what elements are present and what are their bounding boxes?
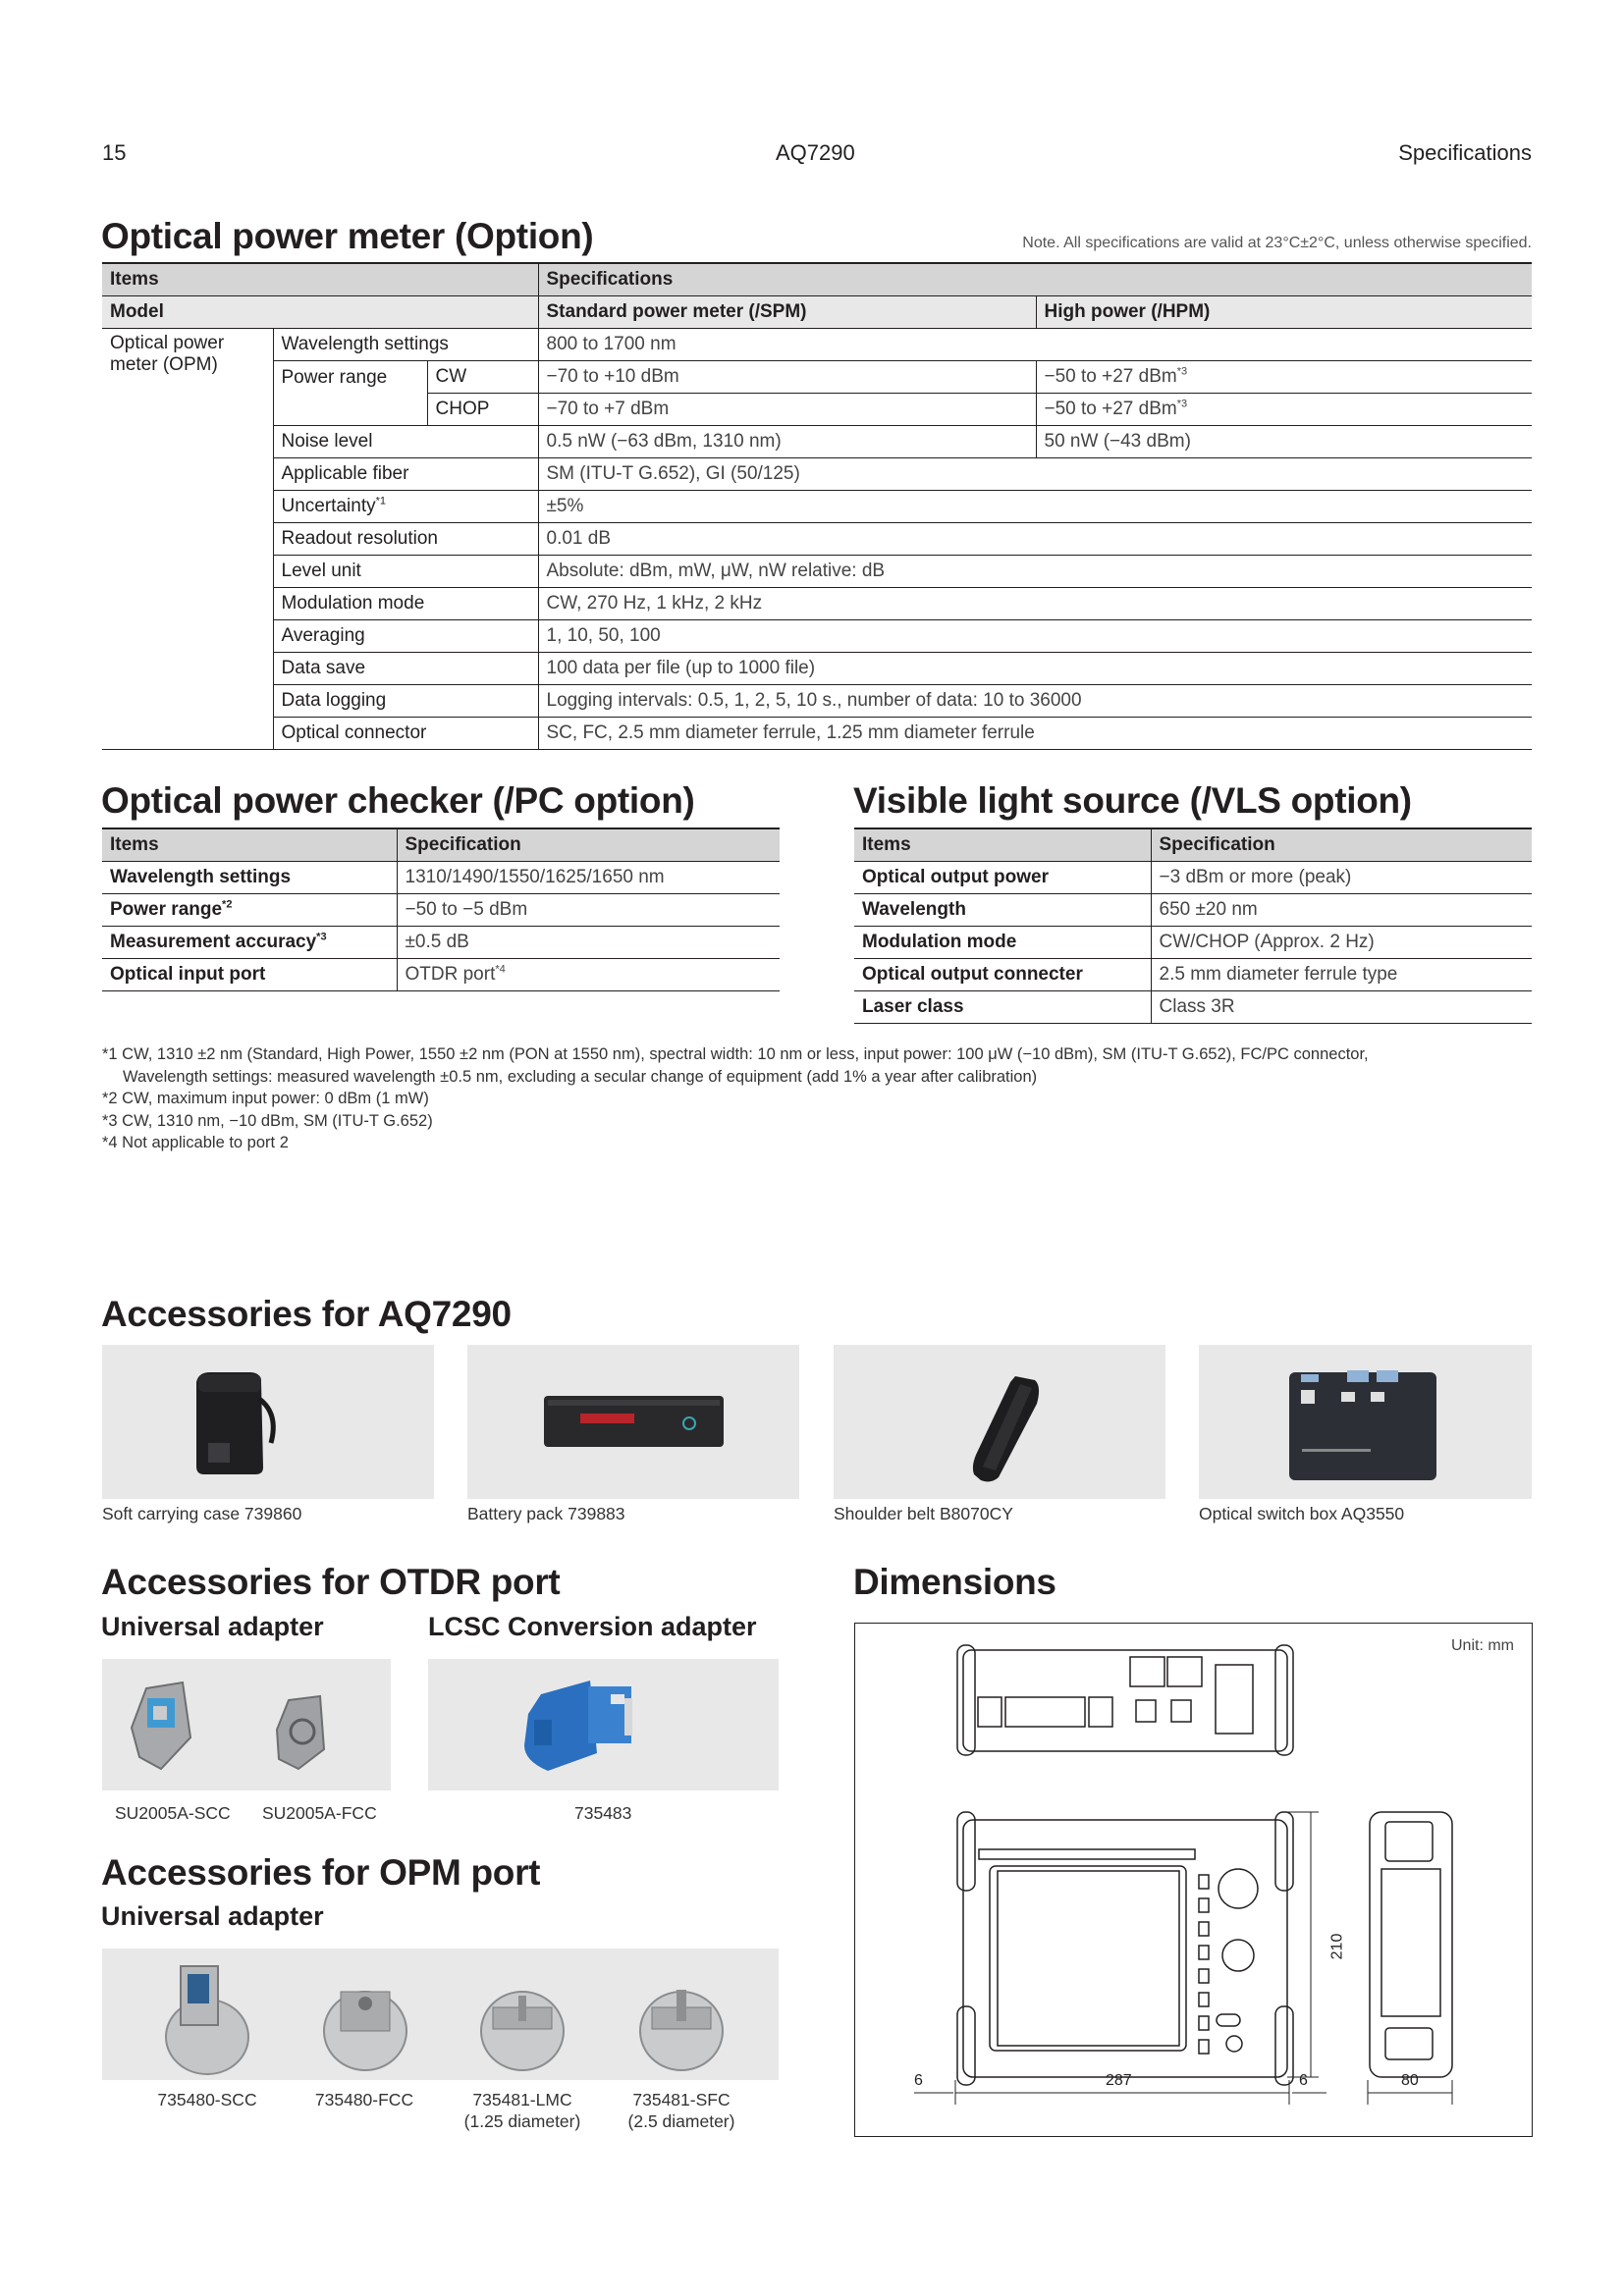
footnote: *2 CW, maximum input power: 0 dBm (1 mW)	[102, 1090, 429, 1107]
opm-adapter-images	[102, 1949, 779, 2080]
opm-universal-title: Universal adapter	[101, 1901, 324, 1931]
table-row	[102, 458, 1532, 491]
universal-adapter-images	[102, 1659, 391, 1790]
header-specification: Specification	[397, 828, 780, 862]
row-label: Readout resolution	[281, 528, 438, 549]
row-label: Wavelength settings	[273, 329, 538, 361]
dim-margin-left: 6	[914, 2072, 923, 2089]
row-value: 0.01 dB	[538, 523, 1532, 556]
row-value: −50 to −5 dBm	[405, 899, 528, 920]
shoulder-belt-icon	[834, 1345, 1165, 1499]
otdr-universal-caption: SU2005A-FCC	[262, 1803, 377, 1823]
table-row	[102, 894, 780, 927]
table-row	[102, 959, 780, 991]
model-label: Model	[102, 296, 538, 329]
row-value: ±0.5 dB	[405, 932, 469, 952]
footnote-ref: *3	[316, 931, 327, 943]
accessory-caption: Battery pack 739883	[467, 1504, 625, 1523]
row-value: CW, 270 Hz, 1 kHz, 2 kHz	[538, 588, 1532, 620]
carrying-case-icon	[102, 1345, 434, 1499]
735481-lmc-icon	[481, 1992, 564, 2070]
group-label: Optical power meter (OPM)	[102, 329, 273, 750]
row-value: 100 data per file (up to 1000 file)	[538, 653, 1532, 685]
row-value: Absolute: dBm, mW, μW, nW relative: dB	[538, 556, 1532, 588]
table-row	[102, 620, 1532, 653]
dimensions-drawing-box	[854, 1623, 1533, 2137]
cw-label: CW	[427, 361, 538, 394]
row-label: Wavelength settings	[110, 867, 292, 887]
dim-depth: 80	[1401, 2072, 1419, 2089]
accessory-caption: Soft carrying case 739860	[102, 1504, 302, 1523]
front-view	[957, 1812, 1293, 2085]
lcsc-adapter-icon	[428, 1659, 779, 1790]
su2005a-fcc-icon	[277, 1696, 324, 1769]
footnote: Wavelength settings: measured wavelength ±0.5 nm, excluding a secular change of equipment (add 1% a year after calibration)	[123, 1067, 1038, 1086]
table-row	[854, 959, 1532, 991]
row-label: Optical output connecter	[854, 959, 1151, 991]
row-label: Measurement accuracy	[110, 932, 317, 952]
735480-scc-icon	[166, 1966, 248, 2074]
table-row	[854, 991, 1532, 1024]
dim-width: 287	[1106, 2072, 1132, 2089]
battery-pack-icon	[467, 1345, 799, 1499]
opm-adapter-image-box	[102, 1949, 779, 2080]
table-row	[854, 927, 1532, 959]
footnote-ref: *4	[495, 963, 506, 976]
pc-spec-table	[102, 828, 780, 991]
noise-hpm: 50 nW (−43 dBm)	[1036, 426, 1532, 458]
power-range-label: Power range	[273, 361, 427, 426]
row-label: Optical output power	[854, 862, 1151, 894]
footnote: *3 CW, 1310 nm, −10 dBm, SM (ITU-T G.652)	[102, 1111, 433, 1130]
accessory-image-box	[102, 1345, 434, 1499]
row-label: Modulation mode	[854, 927, 1151, 959]
side-view	[1370, 1812, 1452, 2077]
table-row	[102, 927, 780, 959]
noise-spm: 0.5 nW (−63 dBm, 1310 nm)	[538, 426, 1036, 458]
top-view	[957, 1645, 1293, 1755]
accessory-image-box	[1199, 1345, 1532, 1499]
table-header-row	[854, 828, 1532, 862]
su2005a-scc-icon	[132, 1682, 190, 1769]
chop-label: CHOP	[427, 394, 538, 426]
adapter-code: 735481-LMC	[472, 2090, 572, 2109]
footnotes	[102, 1043, 1369, 1154]
model-hpm: High power (/HPM)	[1036, 296, 1532, 329]
dim-height: 210	[1328, 1933, 1346, 1960]
opm-spec-table	[102, 262, 1532, 750]
header-specifications: Specifications	[538, 263, 1532, 296]
table-row	[102, 653, 1532, 685]
otdr-universal-title: Universal adapter	[101, 1612, 324, 1641]
row-label: Optical connector	[281, 722, 427, 743]
noise-label: Noise level	[273, 426, 538, 458]
model-row	[102, 296, 1532, 329]
table-row	[102, 718, 1532, 750]
row-value: CW/CHOP (Approx. 2 Hz)	[1151, 927, 1532, 959]
row-value: 650 ±20 nm	[1151, 894, 1532, 927]
otdr-accessories-title: Accessories for OTDR port	[101, 1562, 561, 1602]
spec-note: Note. All specifications are valid at 23°C±2°C, unless otherwise specified.	[1022, 235, 1532, 251]
row-label: Data logging	[281, 690, 387, 711]
row-label: Modulation mode	[281, 593, 425, 614]
row-label: Data save	[281, 658, 366, 678]
row-label: Uncertainty	[281, 496, 376, 516]
otdr-universal-caption: SU2005A-SCC	[115, 1803, 231, 1823]
accessory-caption: Shoulder belt B8070CY	[834, 1504, 1013, 1523]
row-value: 800 to 1700 nm	[538, 329, 1532, 361]
table-row	[102, 329, 1532, 361]
735480-fcc-icon	[324, 1992, 406, 2070]
table-header-row	[102, 263, 1532, 296]
table-row	[102, 426, 1532, 458]
opm-accessories-title: Accessories for OPM port	[101, 1852, 541, 1893]
dim-margin-right: 6	[1299, 2072, 1308, 2089]
opm-title: Optical power meter (Option)	[101, 216, 594, 256]
row-value: Logging intervals: 0.5, 1, 2, 5, 10 s., number of data: 10 to 36000	[538, 685, 1532, 718]
adapter-sub: (2.5 diameter)	[627, 2111, 735, 2131]
accessories-title: Accessories for AQ7290	[101, 1294, 512, 1334]
table-row	[102, 361, 1532, 394]
row-value: 1, 10, 50, 100	[538, 620, 1532, 653]
device-outline-drawing	[855, 1624, 1532, 2136]
table-row	[854, 894, 1532, 927]
table-row	[102, 685, 1532, 718]
footnote: *1 CW, 1310 ±2 nm (Standard, High Power, 1550 ±2 nm (PON at 1550 nm), spectral width: 10 nm or less, input power: 100 μW (−10 dBm), SM (ITU-T G.652), FC/PC connector,	[102, 1045, 1369, 1063]
adapter-code: 735480-SCC	[157, 2090, 257, 2109]
adapter-sub: (1.25 diameter)	[463, 2111, 581, 2131]
row-label: Averaging	[281, 625, 365, 646]
accessory-image-box	[467, 1345, 799, 1499]
section-name: Specifications	[1398, 140, 1532, 165]
footnote-ref: *2	[222, 898, 233, 911]
chop-hpm-value	[1036, 394, 1532, 426]
dimensions-title: Dimensions	[853, 1562, 1056, 1602]
row-value: 1310/1490/1550/1625/1650 nm	[405, 867, 665, 887]
chop-spm-value: −70 to +7 dBm	[538, 394, 1036, 426]
row-label: Optical input port	[110, 964, 266, 985]
row-label: Level unit	[281, 561, 361, 581]
otdr-lcsc-title: LCSC Conversion adapter	[428, 1612, 757, 1641]
dimension-lines	[914, 1812, 1452, 2105]
vls-spec-table	[854, 828, 1532, 1024]
cw-hpm-text: −50 to +27 dBm	[1044, 366, 1177, 387]
accessory-image-box	[834, 1345, 1165, 1499]
row-label: Laser class	[854, 991, 1151, 1024]
row-label: Power range	[110, 899, 223, 920]
cw-spm-value: −70 to +10 dBm	[538, 361, 1036, 394]
row-value: −3 dBm or more (peak)	[1151, 862, 1532, 894]
row-value: 2.5 mm diameter ferrule type	[1151, 959, 1532, 991]
otdr-lcsc-image-box	[428, 1659, 779, 1790]
switch-box-icon	[1199, 1345, 1532, 1499]
table-row	[102, 556, 1532, 588]
adapter-code: 735480-FCC	[314, 2090, 414, 2109]
page-number: 15	[102, 140, 127, 165]
table-row	[102, 588, 1532, 620]
735481-sfc-icon	[640, 1990, 723, 2070]
table-header-row	[102, 828, 780, 862]
opm-adapter-caption	[583, 2089, 780, 2132]
footnote: *4 Not applicable to port 2	[102, 1134, 289, 1151]
row-value: SC, FC, 2.5 mm diameter ferrule, 1.25 mm diameter ferrule	[538, 718, 1532, 750]
footnote-ref: *1	[375, 495, 387, 507]
header-items: Items	[102, 263, 538, 296]
header-items: Items	[854, 828, 1151, 862]
table-row	[102, 523, 1532, 556]
chop-hpm-text: −50 to +27 dBm	[1044, 399, 1177, 419]
accessory-caption: Optical switch box AQ3550	[1199, 1504, 1405, 1523]
row-label: Wavelength	[854, 894, 1151, 927]
row-label: Applicable fiber	[281, 463, 409, 484]
adapter-code: 735481-SFC	[632, 2090, 731, 2109]
row-value: OTDR port	[405, 964, 496, 985]
cw-hpm-value	[1036, 361, 1532, 394]
model-spm: Standard power meter (/SPM)	[538, 296, 1036, 329]
otdr-lcsc-caption: 735483	[574, 1803, 632, 1823]
row-value: SM (ITU-T G.652), GI (50/125)	[538, 458, 1532, 491]
row-value: ±5%	[538, 491, 1532, 523]
footnote-ref: *3	[1176, 365, 1188, 378]
dimensions-unit: Unit: mm	[1451, 1637, 1514, 1654]
header-specification: Specification	[1151, 828, 1532, 862]
header-items: Items	[102, 828, 397, 862]
footnote-ref: *3	[1176, 398, 1188, 410]
vls-title: Visible light source (/VLS option)	[853, 780, 1412, 821]
row-value: Class 3R	[1151, 991, 1532, 1024]
table-row	[102, 862, 780, 894]
table-row	[854, 862, 1532, 894]
table-row	[102, 491, 1532, 523]
pc-title: Optical power checker (/PC option)	[101, 780, 695, 821]
otdr-universal-image-box	[102, 1659, 391, 1790]
document-model: AQ7290	[776, 140, 855, 165]
